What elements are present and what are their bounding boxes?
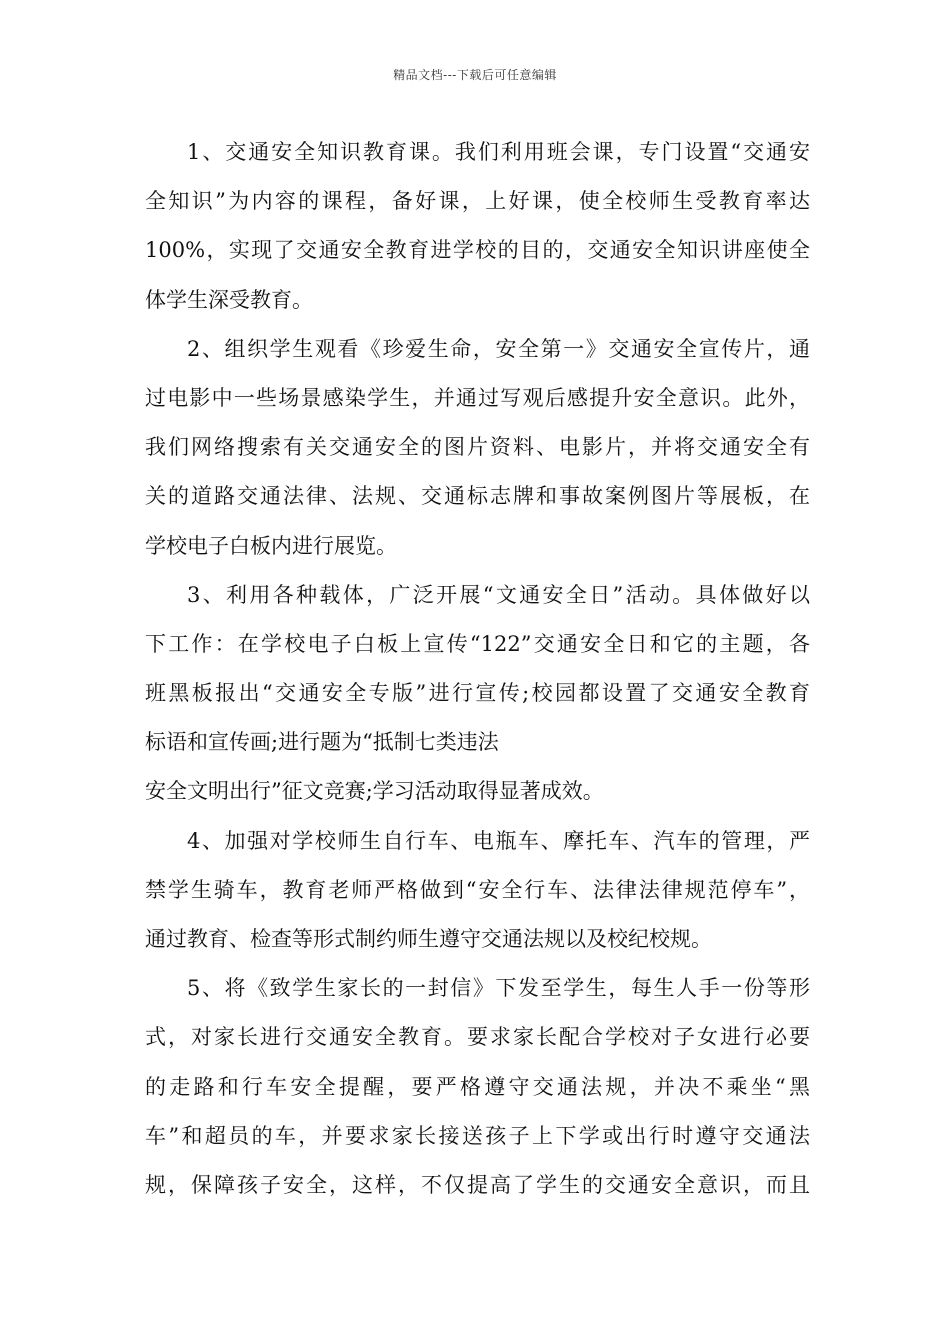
paragraph-3-line-3: 班黑板报出“交通安全专版”进行宣传;校园都设置了交通安全教育 bbox=[145, 681, 810, 706]
paragraph-5-line-4: 车”和超员的车，并要求家长接送孩子上下学或出行时遵守交通法 bbox=[145, 1123, 810, 1148]
paragraph-4-line-1: 4、加强对学校师生自行车、电瓶车、摩托车、汽车的管理，严 bbox=[187, 828, 810, 853]
paragraph-4-line-2: 禁学生骑车，教育老师严格做到“安全行车、法律法律规范停车”， bbox=[145, 877, 810, 902]
paragraph-2-line-1: 2、组织学生观看《珍爱生命，安全第一》交通安全宣传片，通 bbox=[187, 336, 810, 361]
paragraph-2-line-5: 学校电子白板内进行展览。 bbox=[145, 533, 397, 558]
paragraph-2-line-3: 我们网络搜索有关交通安全的图片资料、电影片，并将交通安全有 bbox=[145, 435, 810, 460]
document-body bbox=[145, 128, 810, 1210]
paragraph-1-line-2: 全知识”为内容的课程，备好课，上好课，使全校师生受教育率达 bbox=[145, 189, 810, 214]
page-header: 精品文档---下载后可任意编辑 bbox=[393, 68, 557, 82]
paragraph-3-line-1: 3、利用各种载体，广泛开展“文通安全日”活动。具体做好以 bbox=[187, 582, 810, 607]
paragraph-5-line-2: 式，对家长进行交通安全教育。要求家长配合学校对子女进行必要 bbox=[145, 1025, 810, 1050]
paragraph-2-line-2: 过电影中一些场景感染学生，并通过写观后感提升安全意识。此外， bbox=[145, 385, 810, 410]
paragraph-5-line-5: 规，保障孩子安全，这样，不仅提高了学生的交通安全意识，而且 bbox=[145, 1172, 810, 1197]
paragraph-3-line-4: 标语和宣传画;进行题为“抵制七类违法 bbox=[145, 730, 499, 755]
paragraph-1-line-1: 1、交通安全知识教育课。我们利用班会课，专门设置“交通安 bbox=[187, 140, 810, 164]
paragraph-4-line-3: 通过教育、检查等形式制约师生遵守交通法规以及校纪校规。 bbox=[145, 927, 712, 951]
paragraph-5-line-3: 的走路和行车安全提醒，要严格遵守交通法规，并决不乘坐“黑 bbox=[145, 1074, 810, 1099]
paragraph-5-line-1: 5、将《致学生家长的一封信》下发至学生，每生人手一份等形 bbox=[187, 976, 810, 1001]
paragraph-3-line-2: 下工作：在学校电子白板上宣传“122”交通安全日和它的主题，各 bbox=[145, 631, 810, 656]
paragraph-1-line-4: 体学生深受教育。 bbox=[145, 287, 313, 312]
paragraph-3-line-5: 安全文明出行”征文竞赛;学习活动取得显著成效。 bbox=[145, 779, 604, 804]
paragraph-2-line-4: 关的道路交通法律、法规、交通标志牌和事故案例图片等展板，在 bbox=[145, 484, 810, 509]
paragraph-1-line-3: 100%，实现了交通安全教育进学校的目的，交通安全知识讲座使全 bbox=[145, 238, 810, 263]
